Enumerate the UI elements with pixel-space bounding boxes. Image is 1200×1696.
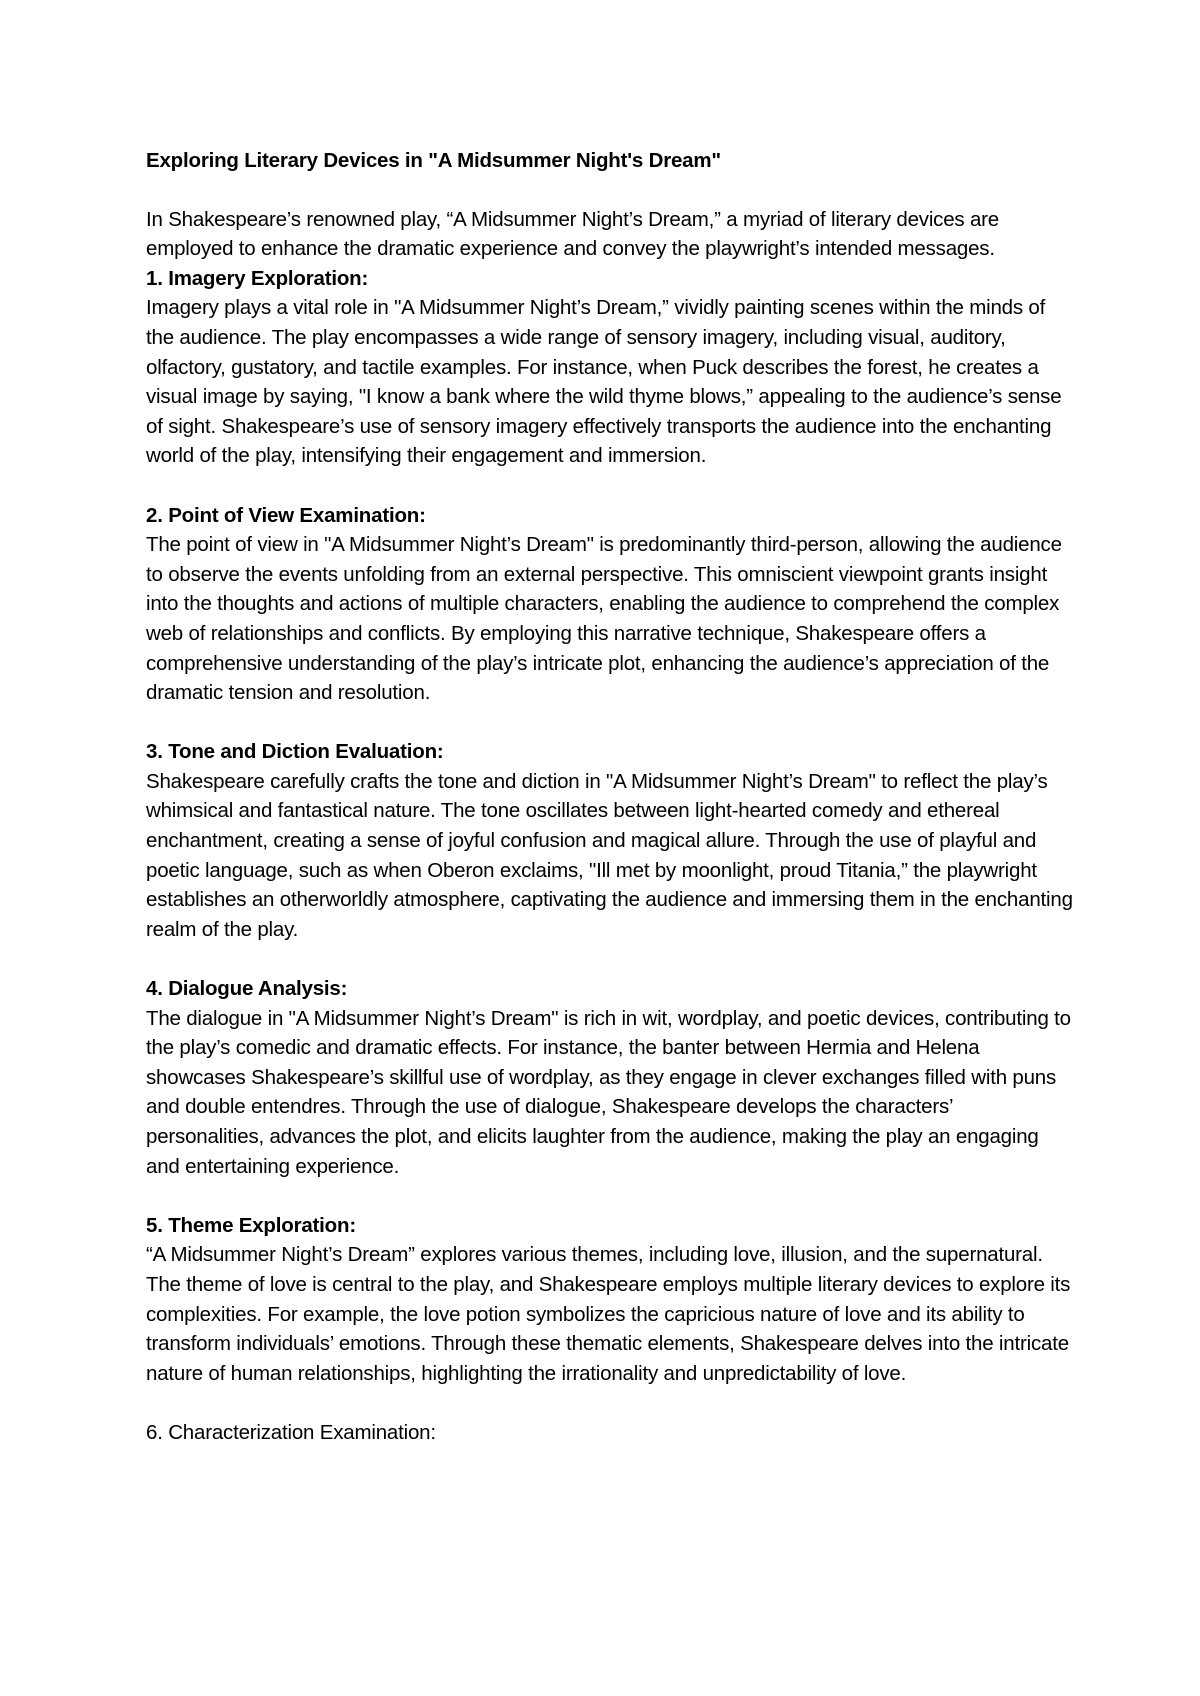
document-title: Exploring Literary Devices in "A Midsummer Night's Dream" [146, 149, 721, 172]
section-body-point-of-view: The point of view in "A Midsummer Night’s Dream" is predominantly third-person, allowing the audience to observe the events unfolding from an external perspective. This omniscient viewpoint grants insight into the thoughts and actions of multiple characters, enabling the audience to comprehend the complex web of relationships and conflicts. By employing this narrative technique, Shakespeare offers a comprehensive understanding of the play’s intricate plot, enhancing the audience’s appreciation of the dramatic tension and resolution. [146, 533, 1062, 705]
section-body-dialogue: The dialogue in "A Midsummer Night’s Dream" is rich in wit, wordplay, and poetic devices, contributing to the play’s comedic and dramatic effects. For instance, the banter between Hermia and Helena showcases Shakespeare’s skillful use of wordplay, as they engage in clever exchanges filled with puns and double entendres. Through the use of dialogue, Shakespeare develops the characters’ personalities, advances the plot, and elicits laughter from the audience, making the play an engaging and entertaining experience. [146, 1006, 1071, 1178]
section-heading-dialogue: 4. Dialogue Analysis: [146, 977, 348, 1001]
section-theme [146, 1211, 1076, 1389]
section-dialogue [146, 974, 1076, 1181]
section-body-theme: “A Midsummer Night’s Dream” explores various themes, including love, illusion, and the supernatural. The theme of love is central to the play, and Shakespeare employs multiple literary devices to explore its complexities. For example, the love potion symbolizes the capricious nature of love and its ability to transform individuals’ emotions. Through these thematic elements, Shakespeare delves into the intricate nature of human relationships, highlighting the irrationality and unpredictability of love. [146, 1243, 1071, 1385]
section-point-of-view [146, 501, 1076, 708]
section-heading-point-of-view: 2. Point of View Examination: [146, 503, 426, 527]
intro-section [146, 205, 1076, 471]
section-body-tone-diction: Shakespeare carefully crafts the tone and diction in "A Midsummer Night’s Dream" to reflect the play’s whimsical and fantastical nature. The tone oscillates between light-hearted comedy and ethereal enchantment, creating a sense of joyful confusion and magical allure. Through the use of playful and poetic language, such as when Oberon exclaims, "Ill met by moonlight, proud Titania,” the playwright establishes an otherworldly atmosphere, captivating the audience and immersing them in the enchanting realm of the play. [146, 769, 1073, 941]
intro-paragraph: In Shakespeare’s renowned play, “A Midsummer Night’s Dream,” a myriad of literary devices are employed to enhance the dramatic experience and convey the playwright’s intended messages. [146, 207, 1000, 261]
section-heading-characterization: 6. Characterization Examination: [146, 1420, 436, 1444]
section-heading-tone-diction: 3. Tone and Diction Evaluation: [146, 740, 444, 764]
document-body [146, 146, 1076, 1448]
section-heading-theme: 5. Theme Exploration: [146, 1213, 356, 1237]
section-heading-imagery: 1. Imagery Exploration: [146, 266, 369, 290]
section-characterization [146, 1418, 1076, 1448]
section-body-imagery: Imagery plays a vital role in "A Midsummer Night’s Dream,” vividly painting scenes within the minds of the audience. The play encompasses a wide range of sensory imagery, including visual, auditory, olfactory, gustatory, and tactile examples. For instance, when Puck describes the forest, he creates a visual image by saying, "I know a bank where the wild thyme blows,” appealing to the audience’s sense of sight. Shakespeare’s use of sensory imagery effectively transports the audience into the enchanting world of the play, intensifying their engagement and immersion. [146, 296, 1062, 468]
section-tone-diction [146, 737, 1076, 944]
